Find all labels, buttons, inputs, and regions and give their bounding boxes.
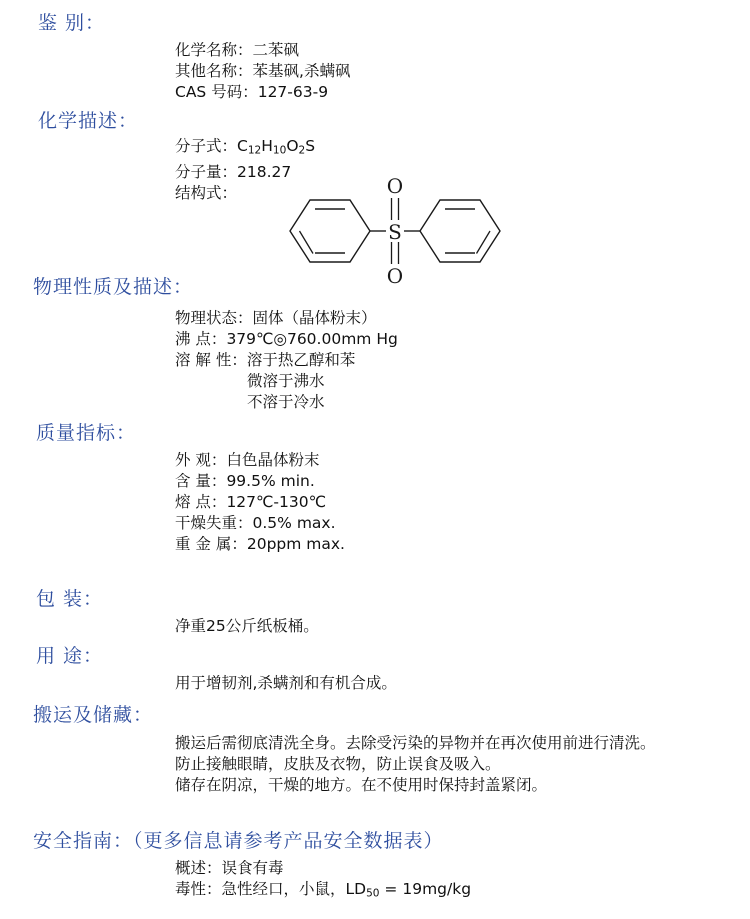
section-heading-identification: 鉴 别：	[38, 12, 106, 34]
packaging-body	[175, 616, 319, 637]
atom-label-s: S	[388, 220, 402, 244]
section-handling-storage	[33, 700, 153, 727]
value-solubility-2: 微溶于沸水	[247, 372, 325, 390]
row-physical-state	[175, 308, 398, 329]
toxicity-suffix: = 19mg/kg	[379, 880, 472, 898]
quality-specs-body	[175, 450, 345, 555]
formula-c: C	[237, 137, 248, 155]
label-cas-number: CAS 号码：	[175, 83, 258, 101]
formula-o: O	[286, 137, 299, 155]
toxicity-sub-50: 50	[366, 887, 380, 900]
section-identification	[38, 8, 105, 35]
row-heavy-metals	[175, 534, 345, 555]
row-solubility-3	[175, 392, 398, 413]
value-boiling-point: 379℃◎760.00mm Hg	[226, 330, 398, 348]
physical-properties-body	[175, 308, 398, 413]
formula-sub-2: 2	[298, 144, 306, 157]
label-solubility: 溶 解 性：	[175, 351, 247, 369]
label-molecular-weight: 分子量：	[175, 162, 238, 181]
row-other-names	[175, 61, 350, 82]
value-toxicity	[222, 880, 472, 898]
section-packaging	[36, 584, 103, 611]
value-packaging-text: 净重25公斤纸板桶。	[175, 617, 319, 635]
value-cas-number: 127-63-9	[257, 83, 329, 101]
row-appearance	[175, 450, 345, 471]
label-assay: 含 量：	[175, 472, 227, 490]
row-molecular-formula	[175, 136, 315, 162]
section-heading-handling-storage: 搬运及储藏：	[33, 704, 154, 726]
value-solubility-3: 不溶于冷水	[247, 393, 325, 411]
value-melting-point: 127℃-130℃	[226, 493, 327, 511]
structure-diagram	[255, 176, 535, 290]
label-loss-on-drying: 干燥失重：	[175, 514, 253, 532]
formula-s: S	[305, 137, 316, 155]
row-chemical-name	[175, 40, 350, 61]
value-uses-text: 用于增韧剂,杀螨剂和有机合成。	[175, 674, 397, 692]
row-assay	[175, 471, 345, 492]
identification-body	[175, 40, 350, 103]
atom-label-o-bottom: O	[386, 264, 404, 286]
value-heavy-metals: 20ppm max.	[246, 535, 345, 553]
value-handling-1: 搬运后需彻底清洗全身。去除受污染的异物并在再次使用前进行清洗。	[175, 734, 656, 752]
value-loss-on-drying: 0.5% max.	[252, 514, 336, 532]
value-assay: 99.5% min.	[226, 472, 315, 490]
section-heading-chemical-description: 化学描述：	[38, 110, 139, 132]
formula-sub-12: 12	[247, 144, 262, 157]
section-heading-uses: 用 途：	[36, 645, 104, 667]
value-solubility: 溶于热乙醇和苯	[246, 351, 356, 369]
value-handling-3: 储存在阴凉，干燥的地方。在不使用时保持封盖紧闭。	[175, 776, 548, 794]
section-uses	[36, 641, 103, 668]
structure-svg	[255, 176, 535, 286]
label-physical-state: 物理状态：	[175, 309, 253, 327]
row-packaging-text	[175, 616, 319, 637]
value-safety-overview: 误食有毒	[221, 859, 284, 877]
row-handling-2	[175, 754, 656, 775]
section-safety-guide	[33, 826, 444, 853]
toxicity-prefix: 急性经口，小鼠，LD	[221, 880, 367, 898]
label-heavy-metals: 重 金 属：	[175, 535, 247, 553]
row-melting-point	[175, 492, 345, 513]
section-heading-quality-specs: 质量指标：	[36, 422, 137, 444]
value-molecular-weight: 218.27	[237, 162, 292, 181]
row-solubility	[175, 350, 398, 371]
label-structural-formula: 结构式：	[175, 183, 238, 202]
uses-body	[175, 673, 397, 694]
value-molecular-formula	[237, 137, 315, 155]
section-heading-safety-guide: 安全指南：（更多信息请参考产品安全数据表）	[33, 830, 444, 852]
formula-sub-10: 10	[272, 144, 287, 157]
safety-guide-body	[175, 858, 471, 905]
row-boiling-point	[175, 329, 398, 350]
value-physical-state: 固体（晶体粉末）	[252, 309, 377, 327]
section-heading-physical-properties: 物理性质及描述：	[33, 276, 194, 298]
row-uses-text	[175, 673, 397, 694]
label-toxicity: 毒性：	[175, 880, 222, 898]
label-safety-overview: 概述：	[175, 859, 222, 877]
handling-storage-body	[175, 733, 656, 796]
row-loss-on-drying	[175, 513, 345, 534]
formula-h: H	[261, 137, 273, 155]
value-handling-2: 防止接触眼睛，皮肤及衣物，防止误食及吸入。	[175, 755, 501, 773]
row-handling-1	[175, 733, 656, 754]
label-boiling-point: 沸 点：	[175, 330, 227, 348]
section-heading-packaging: 包 装：	[36, 588, 104, 610]
row-solubility-2	[175, 371, 398, 392]
value-appearance: 白色晶体粉末	[226, 451, 320, 469]
section-chemical-description	[38, 106, 138, 133]
row-toxicity	[175, 879, 471, 905]
value-other-names: 苯基砜,杀螨砜	[252, 62, 351, 80]
section-quality-specs	[36, 418, 136, 445]
row-cas-number	[175, 82, 350, 103]
row-handling-3	[175, 775, 656, 796]
label-melting-point: 熔 点：	[175, 493, 227, 511]
section-physical-properties	[33, 272, 193, 299]
row-safety-overview	[175, 858, 471, 879]
label-appearance: 外 观：	[175, 451, 227, 469]
label-chemical-name: 化学名称：	[175, 41, 253, 59]
value-chemical-name: 二苯砜	[252, 41, 300, 59]
label-other-names: 其他名称：	[175, 62, 253, 80]
label-molecular-formula: 分子式：	[175, 137, 238, 155]
atom-label-o-top: O	[386, 176, 404, 198]
